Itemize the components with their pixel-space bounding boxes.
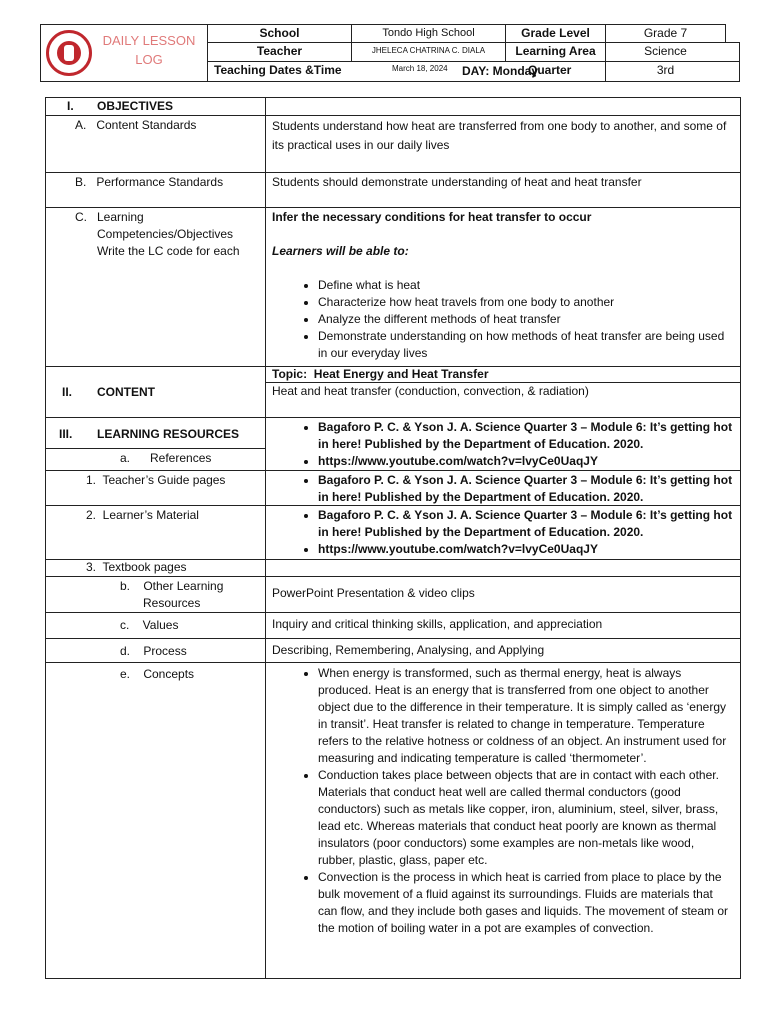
objectives-title: OBJECTIVES [97,99,174,113]
content-number: II. [62,385,73,399]
concept-item: • Conduction takes place between objects that are in contact with each other. Materials that conduct heat well are called thermal conductors (good conductors) such as metals like copper, iron, aluminium, steel, silver, brass, lead etc. Whereas materials that conduct heat poorly are known as thermal insulators (poor conductors) some examples are non-metals like wood, rubber, plastic, glass, paper etc. [318,767,734,869]
concepts-list [272,665,734,937]
competencies-sub: Learners will be able to: [272,244,409,258]
teacher-value: JHELECA CHATRINA C. DIALA [371,46,486,55]
concept-item: • Convection is the process in which heat is carried from place to place by the bulk movement of a fluid against its surroundings. Fluids are materials that can flow, and they include both gases and liquids. The movement of steam or the motion of boiling water in a pot are examples of convection. [318,869,734,937]
grade-label: Grade Level [521,26,590,40]
grade-value: Grade 7 [643,26,688,40]
content-title: CONTENT [97,385,155,399]
objectives-number: I. [67,99,74,113]
resources-number: III. [59,427,73,441]
competencies-main: Infer the necessary conditions for heat transfer to occur [272,210,592,224]
textbook-pages-label: 3. Textbook pages [86,560,187,574]
row-line [45,115,741,116]
teaching-dates-label: Teaching Dates &Time [214,63,342,77]
competencies-list [272,277,734,362]
competencies-label-line3: Write the LC code for each [97,244,240,258]
learner-material-list [272,507,734,558]
quarter-value: 3rd [656,63,675,77]
learner-material-link[interactable]: • https://www.youtube.com/watch?v=lvyCe0UaqJY [318,541,734,558]
process-label: d. Process [120,644,187,658]
concept-item: • When energy is transformed, such as thermal energy, heat is always produced. Heat is an energy that is transferred from one object to another object due to the difference in their temperature. It is simply called as ‘energy in transit’. Heat transfer is related to change in temperature. Temperature refers to the relative hotness or coldness of an object. An instrument used for measuring and indicating temperature is called ‘thermometer’. [318,665,734,767]
competency-item: • Demonstrate understanding on how methods of heat transfer are being used in our everyday lives [318,328,734,362]
lesson-log-title-line2: LOG [135,52,163,67]
resources-references-list [272,419,734,470]
row-line [45,638,741,639]
content-topic: Topic: Heat Energy and Heat Transfer [272,367,489,381]
competency-item: • Define what is heat [318,277,734,294]
content-standards-text: Students understand how heat are transferred from one body to another, and some of its practical uses in our daily lives [272,119,727,152]
other-resources-label-line1: b. Other Learning [120,579,224,593]
competency-item: • Analyze the different methods of heat transfer [318,311,734,328]
competency-item: • Characterize how heat travels from one body to another [318,294,734,311]
learning-area-value: Science [644,44,687,58]
resources-title: LEARNING RESOURCES [97,427,240,441]
row-line [45,662,741,663]
content-text: Heat and heat transfer (conduction, convection, & radiation) [272,384,589,398]
school-value: Tondo High School [382,27,475,39]
concepts-label: e. Concepts [120,667,195,681]
learning-area-label: Learning Area [515,44,596,58]
reference-link[interactable]: • https://www.youtube.com/watch?v=lvyCe0UaqJY [318,453,734,470]
values-value: Inquiry and critical thinking skills, application, and appreciation [272,617,603,631]
values-label: c. Values [120,618,179,632]
other-resources-value: PowerPoint Presentation & video clips [272,586,475,600]
lesson-log-title-line1: DAILY LESSON [102,33,196,48]
day-value: DAY: Monday [462,64,539,78]
lesson-table-col-divider [265,97,266,979]
content-standards-label: A. Content Standards [75,118,197,132]
competencies-label-line1: C. Learning [75,210,144,224]
other-resources-label-line2: Resources [143,596,201,610]
row-line [45,207,741,208]
row-line [45,417,741,418]
row-line [45,172,741,173]
learner-material-label: 2. Learner’s Material [86,508,199,522]
teaching-dates-value: March 18, 2024 [392,64,448,73]
references-label: a. References [120,451,212,465]
teacher-guide-list [272,472,734,506]
row-line [45,576,741,577]
learner-material-reference: • Bagaforo P. C. & Yson J. A. Science Quarter 3 – Module 6: It’s getting hot in here! Published by the Department of Education. 2020. [318,507,734,541]
row-line [45,470,741,471]
school-seal-icon [46,30,92,76]
teacher-guide-reference: • Bagaforo P. C. & Yson J. A. Science Quarter 3 – Module 6: It’s getting hot in here! Published by the Department of Education. 2020. [318,472,734,506]
row-line [45,448,265,449]
quarter-label: Quarter [528,63,572,77]
performance-standards-text: Students should demonstrate understanding of heat and heat transfer [272,175,642,189]
school-label: School [259,26,300,40]
competencies-label-line2: Competencies/Objectives [97,227,234,241]
performance-standards-label: B. Performance Standards [75,175,224,189]
teacher-label: Teacher [256,44,303,58]
process-value: Describing, Remembering, Analysing, and Applying [272,643,545,657]
row-line [45,612,741,613]
teacher-guide-label: 1. Teacher’s Guide pages [86,473,226,487]
reference-module: • Bagaforo P. C. & Yson J. A. Science Quarter 3 – Module 6: It’s getting hot in here! Published by the Department of Education. 2020. [318,419,734,453]
